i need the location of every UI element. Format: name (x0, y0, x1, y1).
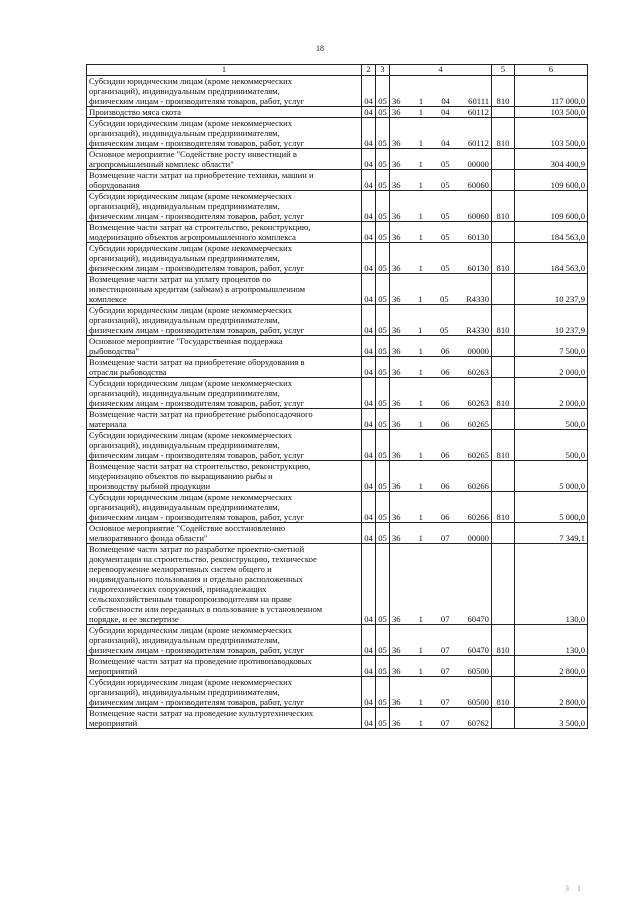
row-col-2: 04 (362, 305, 376, 336)
row-col-2: 04 (362, 544, 376, 625)
row-col-2: 04 (362, 243, 376, 274)
row-col-5 (492, 336, 515, 357)
code-part-3: 04 (441, 107, 450, 117)
row-col-3: 05 (376, 461, 390, 492)
row-name: Субсидии юридическим лицам (кроме некоммерческих организаций), индивидуальным предпринимателям, физическим лицам - производителям товаров, работ, услуг (87, 430, 362, 461)
row-col-3: 05 (376, 708, 390, 729)
row-col-2: 04 (362, 274, 376, 305)
table-row (87, 523, 588, 544)
row-program-code (390, 656, 492, 677)
code-part-2: 1 (418, 367, 423, 377)
row-program-code (390, 107, 492, 118)
code-part-2: 1 (418, 138, 423, 148)
table-row (87, 461, 588, 492)
row-amount: 500,0 (515, 430, 588, 461)
code-part-2: 1 (418, 398, 423, 408)
row-col-2: 04 (362, 708, 376, 729)
row-col-2: 04 (362, 107, 376, 118)
row-amount: 5 000,0 (515, 461, 588, 492)
code-part-1: 36 (392, 294, 401, 304)
code-part-2: 1 (418, 512, 423, 522)
row-name: Субсидии юридическим лицам (кроме некоммерческих организаций), индивидуальным предпринимателям, физическим лицам - производителям товаров, работ, услуг (87, 677, 362, 708)
code-part-4: 60060 (467, 180, 489, 190)
header-row (87, 65, 588, 76)
row-name: Основное мероприятие "Содействие росту инвестиций в агропромышленный комплекс области" (87, 149, 362, 170)
row-col-5 (492, 523, 515, 544)
code-part-1: 36 (392, 263, 401, 273)
code-part-2: 1 (418, 718, 423, 728)
table-row (87, 222, 588, 243)
table-row (87, 336, 588, 357)
row-program-code (390, 677, 492, 708)
header-col-2: 2 (362, 65, 376, 76)
table-row (87, 430, 588, 461)
code-part-3: 05 (440, 180, 450, 190)
header-col-5: 5 (492, 65, 515, 76)
code-part-3: 06 (440, 398, 450, 408)
code-part-1: 36 (392, 107, 401, 117)
code-part-1: 36 (392, 533, 401, 543)
code-part-1: 36 (392, 138, 401, 148)
table-row (87, 357, 588, 378)
code-part-4: 60266 (467, 481, 489, 491)
row-amount: 117 000,0 (515, 76, 588, 107)
code-part-1: 36 (392, 512, 401, 522)
code-part-3: 05 (440, 263, 450, 273)
code-part-4: 60266 (467, 512, 489, 522)
table-row (87, 492, 588, 523)
row-col-5 (492, 461, 515, 492)
budget-table (86, 64, 588, 729)
row-col-2: 04 (362, 523, 376, 544)
code-part-2: 1 (418, 450, 423, 460)
code-part-3: 06 (440, 512, 450, 522)
code-part-4: 60500 (467, 666, 489, 676)
row-col-2: 04 (362, 149, 376, 170)
row-col-5: 810 (492, 378, 515, 409)
row-col-2: 04 (362, 76, 376, 107)
code-part-4: 60470 (467, 645, 489, 655)
row-col-2: 04 (362, 357, 376, 378)
table-row (87, 544, 588, 625)
row-amount: 10 237,9 (515, 305, 588, 336)
code-part-1: 36 (392, 211, 401, 221)
code-part-4: 60130 (467, 263, 489, 273)
code-part-2: 1 (418, 96, 424, 106)
row-col-3: 05 (376, 118, 390, 149)
row-col-3: 05 (376, 149, 390, 170)
code-part-2: 1 (418, 107, 423, 117)
row-program-code (390, 430, 492, 461)
row-name: Возмещение части затрат на строительство, реконструкцию, модернизацию объектов агропромышленного комплекса (87, 222, 362, 243)
code-part-2: 1 (418, 419, 423, 429)
code-part-3: 05 (440, 232, 450, 242)
row-name: Возмещение части затрат на проведение культуртехнических мероприятий (87, 708, 362, 729)
row-name: Субсидии юридическим лицам (кроме некоммерческих организаций), индивидуальным предпринимателям, физическим лицам - производителям товаров, работ, услуг (87, 305, 362, 336)
row-col-3: 05 (376, 76, 390, 107)
row-amount: 5 000,0 (515, 492, 588, 523)
row-name: Возмещение части затрат на приобретение рыбопосадочного материала (87, 409, 362, 430)
row-col-5: 810 (492, 492, 515, 523)
code-part-2: 1 (418, 159, 423, 169)
table-row (87, 118, 588, 149)
code-part-3: 04 (441, 96, 450, 106)
code-part-4: 60263 (467, 367, 489, 377)
row-program-code (390, 149, 492, 170)
footer-mark: 3 1 (565, 884, 584, 893)
code-part-3: 07 (440, 533, 450, 543)
table-row (87, 170, 588, 191)
row-col-3: 05 (376, 523, 390, 544)
row-col-3: 05 (376, 378, 390, 409)
row-amount: 2 800,0 (515, 656, 588, 677)
row-col-3: 05 (376, 625, 390, 656)
row-col-5 (492, 222, 515, 243)
row-col-5 (492, 544, 515, 625)
row-col-2: 04 (362, 409, 376, 430)
row-col-2: 04 (362, 656, 376, 677)
row-amount: 130,0 (515, 625, 588, 656)
code-part-2: 1 (418, 666, 423, 676)
table-row (87, 677, 588, 708)
code-part-2: 1 (418, 263, 423, 273)
row-col-3: 05 (376, 656, 390, 677)
row-program-code (390, 357, 492, 378)
table-row (87, 107, 588, 118)
code-part-4: 60762 (467, 718, 489, 728)
row-col-5: 810 (492, 118, 515, 149)
row-name: Возмещение части затрат на приобретение оборудования в отрасли рыбоводства (87, 357, 362, 378)
row-program-code (390, 625, 492, 656)
header-col-6: 6 (515, 65, 588, 76)
row-col-3: 05 (376, 107, 390, 118)
code-part-1: 36 (392, 450, 401, 460)
table-row (87, 625, 588, 656)
row-program-code (390, 170, 492, 191)
row-col-2: 04 (362, 336, 376, 357)
row-col-3: 05 (376, 274, 390, 305)
code-part-1: 36 (392, 697, 401, 707)
row-program-code (390, 461, 492, 492)
code-part-2: 1 (418, 180, 423, 190)
code-part-1: 36 (392, 718, 401, 728)
row-name: Производство мяса скота (87, 107, 362, 118)
row-col-5: 810 (492, 305, 515, 336)
code-part-2: 1 (418, 481, 423, 491)
code-part-4: 00000 (467, 159, 489, 169)
code-part-3: 05 (440, 211, 450, 221)
row-amount: 103 500,0 (515, 107, 588, 118)
row-program-code (390, 118, 492, 149)
code-part-2: 1 (418, 211, 423, 221)
code-part-4: 60060 (467, 211, 489, 221)
row-amount: 10 237,9 (515, 274, 588, 305)
row-col-2: 04 (362, 492, 376, 523)
code-part-4: 60112 (467, 107, 489, 117)
code-part-4: 60265 (467, 419, 489, 429)
row-col-3: 05 (376, 492, 390, 523)
code-part-4: 60470 (467, 614, 489, 624)
code-part-3: 07 (440, 697, 450, 707)
code-part-3: 06 (440, 481, 450, 491)
header-col-4: 4 (390, 65, 492, 76)
table-body (87, 76, 588, 729)
row-name: Субсидии юридическим лицам (кроме некоммерческих организаций), индивидуальным предпринимателям, физическим лицам - производителям товаров, работ, услуг (87, 625, 362, 656)
table-row (87, 76, 588, 107)
row-amount: 304 400,9 (515, 149, 588, 170)
code-part-3: 06 (440, 346, 450, 356)
code-part-1: 36 (392, 159, 401, 169)
code-part-2: 1 (418, 294, 423, 304)
code-part-2: 1 (418, 614, 423, 624)
code-part-3: 04 (441, 138, 450, 148)
row-col-2: 04 (362, 118, 376, 149)
code-part-4: 60130 (467, 232, 489, 242)
row-name: Возмещение части затрат на уплату процентов по инвестиционным кредитам (займам) в агропромышленном комплексе (87, 274, 362, 305)
code-part-1: 36 (392, 180, 401, 190)
row-amount: 184 563,0 (515, 243, 588, 274)
table-row (87, 378, 588, 409)
row-name: Субсидии юридическим лицам (кроме некоммерческих организаций), индивидуальным предпринимателям, физическим лицам - производителям товаров, работ, услуг (87, 191, 362, 222)
row-name: Возмещение части затрат по разработке проектно-сметной документации на строительство, реконструкцию, техническое перевооружение мелиоративных систем общего и индивидуального пользования и отдельно расположенных гидротехнических сооружений, принадлежащих сельскохозяйственным товаропроизводителям на праве собственности или переданных в пользование в установленном порядке, и ее экспертизе (87, 544, 362, 625)
row-col-2: 04 (362, 461, 376, 492)
row-col-3: 05 (376, 336, 390, 357)
table-row (87, 708, 588, 729)
code-part-3: 05 (440, 159, 450, 169)
code-part-2: 1 (418, 697, 423, 707)
row-name: Субсидии юридическим лицам (кроме некоммерческих организаций), индивидуальным предпринимателям, физическим лицам - производителям товаров, работ, услуг (87, 492, 362, 523)
row-program-code (390, 708, 492, 729)
row-name: Субсидии юридическим лицам (кроме некоммерческих организаций), индивидуальным предпринимателям, физическим лицам - производителям товаров, работ, услуг (87, 243, 362, 274)
row-col-3: 05 (376, 243, 390, 274)
code-part-3: 05 (439, 325, 449, 335)
table-row (87, 274, 588, 305)
code-part-4: R4330 (466, 325, 489, 335)
table-row (87, 149, 588, 170)
row-name: Возмещение части затрат на приобретение техники, машин и оборудования (87, 170, 362, 191)
code-part-3: 07 (440, 666, 450, 676)
code-part-2: 1 (418, 232, 423, 242)
row-amount: 2 000,0 (515, 357, 588, 378)
row-col-3: 05 (376, 430, 390, 461)
row-program-code (390, 305, 492, 336)
row-col-3: 05 (376, 544, 390, 625)
code-part-1: 36 (392, 367, 401, 377)
code-part-1: 36 (392, 481, 401, 491)
code-part-1: 36 (392, 419, 401, 429)
row-name: Субсидии юридическим лицам (кроме некоммерческих организаций), индивидуальным предпринимателям, физическим лицам - производителям товаров, работ, услуг (87, 76, 362, 107)
code-part-4: 60112 (467, 138, 489, 148)
row-name: Возмещение части затрат на проведение противопаводковых мероприятий (87, 656, 362, 677)
row-col-3: 05 (376, 409, 390, 430)
row-col-5 (492, 409, 515, 430)
row-amount: 103 500,0 (515, 118, 588, 149)
row-program-code (390, 523, 492, 544)
row-name: Субсидии юридическим лицам (кроме некоммерческих организаций), индивидуальным предпринимателям, физическим лицам - производителям товаров, работ, услуг (87, 118, 362, 149)
code-part-1: 36 (392, 666, 401, 676)
header-col-3: 3 (376, 65, 390, 76)
row-col-5 (492, 708, 515, 729)
code-part-3: 07 (440, 645, 450, 655)
row-col-3: 05 (376, 357, 390, 378)
code-part-1: 36 (392, 398, 401, 408)
row-amount: 7 349,1 (515, 523, 588, 544)
row-amount: 109 600,0 (515, 170, 588, 191)
row-name: Субсидии юридическим лицам (кроме некоммерческих организаций), индивидуальным предпринимателям, физическим лицам - производителям товаров, работ, услуг (87, 378, 362, 409)
code-part-1: 36 (392, 614, 401, 624)
code-part-4: 60111 (468, 96, 489, 106)
code-part-3: 07 (440, 718, 450, 728)
row-col-3: 05 (376, 677, 390, 708)
row-amount: 184 563,0 (515, 222, 588, 243)
row-col-2: 04 (362, 625, 376, 656)
row-program-code (390, 336, 492, 357)
code-part-1: 36 (392, 645, 401, 655)
code-part-2: 1 (418, 645, 423, 655)
code-part-2: 1 (418, 325, 423, 335)
code-part-4: 00000 (467, 346, 489, 356)
row-name: Основное мероприятие "Государственная поддержка рыбоводства" (87, 336, 362, 357)
row-amount: 500,0 (515, 409, 588, 430)
table-row (87, 409, 588, 430)
row-col-3: 05 (376, 170, 390, 191)
code-part-3: 05 (439, 294, 449, 304)
row-col-5: 810 (492, 191, 515, 222)
row-col-5: 810 (492, 677, 515, 708)
page-number: 18 (316, 44, 324, 53)
code-part-3: 07 (440, 614, 450, 624)
row-program-code (390, 274, 492, 305)
row-col-5 (492, 149, 515, 170)
row-program-code (390, 76, 492, 107)
row-amount: 130,0 (515, 544, 588, 625)
code-part-4: R4330 (466, 294, 489, 304)
code-part-3: 06 (440, 419, 450, 429)
row-col-5 (492, 656, 515, 677)
table-row (87, 243, 588, 274)
row-program-code (390, 378, 492, 409)
row-amount: 2 800,0 (515, 677, 588, 708)
table-row (87, 191, 588, 222)
code-part-2: 1 (418, 533, 423, 543)
row-col-5: 810 (492, 76, 515, 107)
code-part-1: 36 (392, 325, 401, 335)
row-col-5: 810 (492, 625, 515, 656)
row-name: Возмещение части затрат на строительство, реконструкцию, модернизацию объектов по выращиванию рыбы и производству рыбной продукции (87, 461, 362, 492)
row-amount: 109 600,0 (515, 191, 588, 222)
row-program-code (390, 222, 492, 243)
row-program-code (390, 492, 492, 523)
table-row (87, 305, 588, 336)
row-amount: 3 500,0 (515, 708, 588, 729)
code-part-1: 36 (392, 96, 401, 106)
code-part-4: 00000 (467, 533, 489, 543)
row-col-5 (492, 170, 515, 191)
row-col-3: 05 (376, 222, 390, 243)
row-col-5 (492, 357, 515, 378)
row-col-5: 810 (492, 430, 515, 461)
row-col-2: 04 (362, 430, 376, 461)
row-col-5 (492, 274, 515, 305)
row-program-code (390, 243, 492, 274)
code-part-2: 1 (418, 346, 423, 356)
code-part-4: 60263 (467, 398, 489, 408)
row-col-2: 04 (362, 378, 376, 409)
row-col-3: 05 (376, 191, 390, 222)
row-program-code (390, 544, 492, 625)
row-col-2: 04 (362, 222, 376, 243)
row-amount: 2 000,0 (515, 378, 588, 409)
row-col-2: 04 (362, 170, 376, 191)
header-col-1: 1 (87, 65, 362, 76)
row-program-code (390, 409, 492, 430)
table-row (87, 656, 588, 677)
code-part-4: 60265 (467, 450, 489, 460)
code-part-3: 06 (440, 450, 450, 460)
row-col-3: 05 (376, 305, 390, 336)
code-part-1: 36 (392, 346, 401, 356)
row-col-2: 04 (362, 677, 376, 708)
row-name: Основное мероприятие "Содействие восстановлению мелиоративного фонда области" (87, 523, 362, 544)
row-col-5: 810 (492, 243, 515, 274)
row-amount: 7 500,0 (515, 336, 588, 357)
row-col-2: 04 (362, 191, 376, 222)
code-part-4: 60500 (467, 697, 489, 707)
code-part-3: 06 (440, 367, 450, 377)
code-part-1: 36 (392, 232, 401, 242)
row-col-5 (492, 107, 515, 118)
row-program-code (390, 191, 492, 222)
